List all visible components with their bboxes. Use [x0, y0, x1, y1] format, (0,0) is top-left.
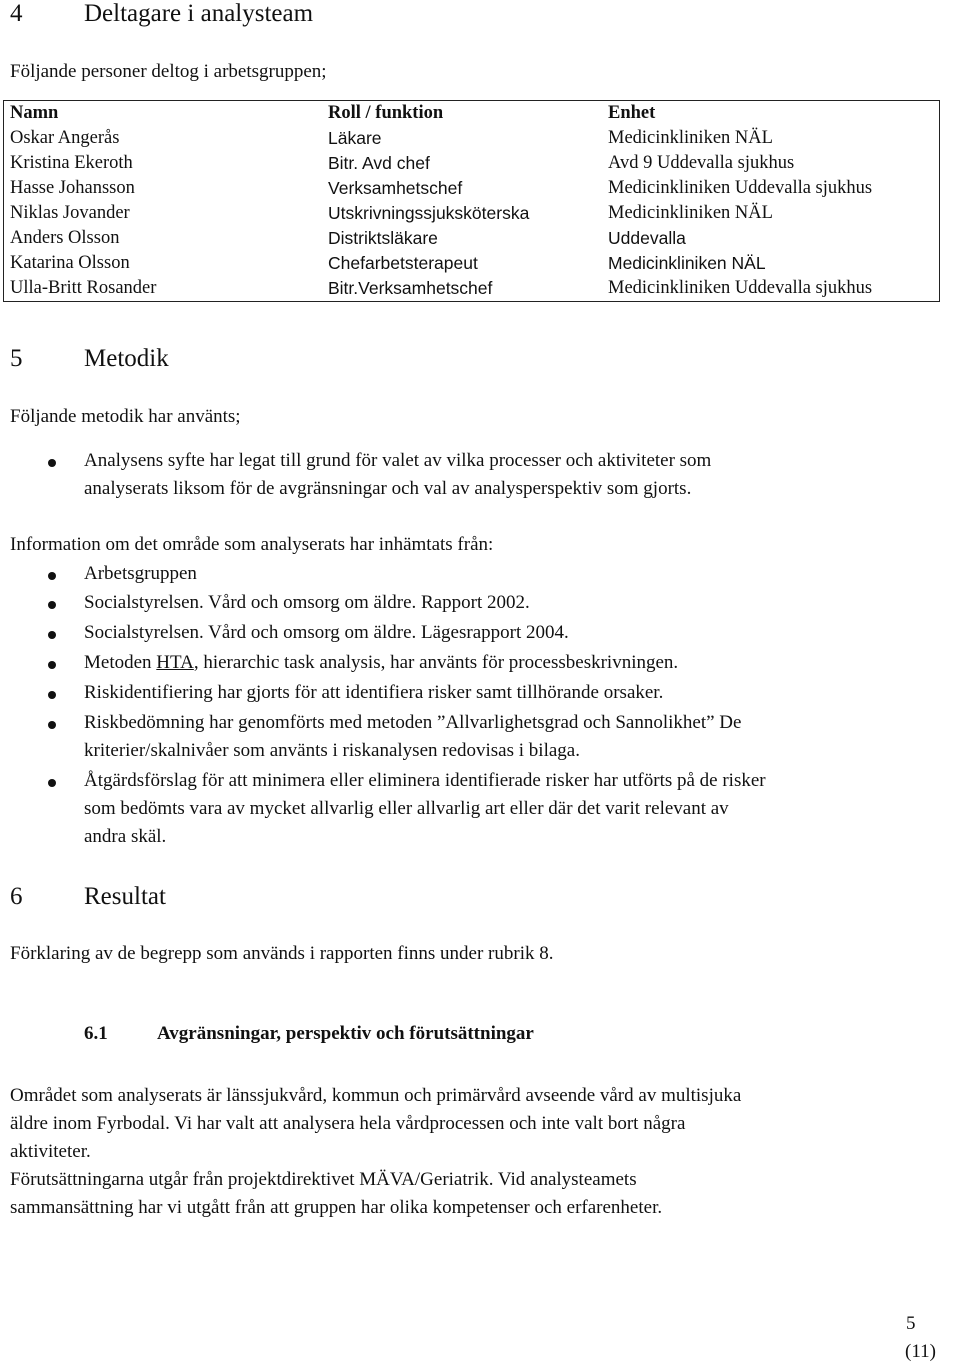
column-header-role: Roll / funktion	[328, 103, 444, 123]
subsection-title: Avgränsningar, perspektiv och förutsättningar	[157, 1023, 534, 1044]
cell-role: Bitr. Avd chef	[328, 153, 430, 173]
bullet-icon	[48, 459, 56, 467]
source-item: Arbetsgruppen	[84, 563, 197, 584]
column-header-name: Namn	[10, 103, 59, 123]
bullet-icon	[48, 721, 56, 729]
cell-role: Bitr.Verksamhetschef	[328, 278, 493, 298]
hta-prefix: Metoden	[84, 652, 157, 673]
paragraph-line-4: Förutsättningarna utgår från projektdirektivet MÄVA/Geriatrik. Vid analysteamets	[10, 1169, 637, 1190]
table-row	[4, 176, 940, 201]
risk-identification-line: Riskidentifiering har gjorts för att identifiera risker samt tillhörande orsaker.	[84, 682, 664, 703]
bullet-icon	[48, 779, 56, 787]
risk-evaluation-line-1: Riskbedömning har genomförts med metoden ”Allvarlighetsgrad och Sannolikhet” De	[84, 712, 742, 733]
hta-line	[84, 652, 678, 674]
table-row	[4, 226, 940, 251]
risk-evaluation-line-2: kriterier/skalnivåer som använts i riskanalysen redovisas i bilaga.	[84, 740, 580, 761]
section-4-intro: Följande personer deltog i arbetsgruppen;	[10, 61, 327, 82]
cell-role: Verksamhetschef	[328, 178, 463, 198]
section-6-title: Resultat	[84, 883, 166, 910]
source-item: Socialstyrelsen. Vård och omsorg om äldre. Rapport 2002.	[84, 592, 530, 613]
table-row	[4, 251, 940, 276]
section-4-title: Deltagare i analysteam	[84, 0, 314, 27]
section-4-number: 4	[10, 0, 23, 27]
cell-role: Läkare	[328, 128, 382, 148]
action-line-1: Åtgärdsförslag för att minimera eller eliminera identifierade risker har utförts på de risker	[84, 770, 766, 791]
cell-name: Kristina Ekeroth	[10, 153, 133, 173]
column-header-unit: Enhet	[608, 103, 656, 123]
source-item: Socialstyrelsen. Vård och omsorg om äldre. Lägesrapport 2004.	[84, 622, 569, 643]
table-row	[4, 126, 940, 151]
bullet-icon	[48, 572, 56, 580]
action-line-3: andra skäl.	[84, 826, 167, 847]
table-header-row	[4, 101, 940, 127]
method-bullet-1-line-2: analyserats liksom för de avgränsningar och val av analysperspektiv som gjorts.	[84, 478, 692, 499]
cell-unit: Avd 9 Uddevalla sjukhus	[608, 153, 795, 173]
bullet-icon	[48, 661, 56, 669]
cell-role: Distriktsläkare	[328, 228, 438, 248]
subsection-number: 6.1	[84, 1023, 108, 1044]
cell-role: Chefarbetsterapeut	[328, 253, 478, 273]
members-table	[3, 100, 940, 302]
section-6-intro: Förklaring av de begrepp som används i rapporten finns under rubrik 8.	[10, 943, 554, 964]
info-heading: Information om det område som analyserats har inhämtats från:	[10, 534, 494, 555]
bullet-icon	[48, 631, 56, 639]
section-5-title: Metodik	[84, 345, 169, 372]
table-row	[4, 201, 940, 226]
cell-unit: Medicinkliniken NÄL	[608, 253, 766, 273]
cell-name: Oskar Angerås	[10, 128, 120, 148]
section-5-intro: Följande metodik har använts;	[10, 406, 241, 427]
table-row	[4, 151, 940, 176]
cell-name: Anders Olsson	[10, 228, 120, 248]
hta-suffix: , hierarchic task analysis, har använts för processbeskrivningen.	[193, 652, 679, 673]
cell-unit: Medicinkliniken NÄL	[608, 203, 773, 223]
bullet-icon	[48, 601, 56, 609]
page-number: 5	[906, 1313, 916, 1334]
section-5-number: 5	[10, 345, 23, 372]
cell-unit: Medicinkliniken NÄL	[608, 128, 773, 148]
action-line-2: som bedömts vara av mycket allvarlig eller allvarlig art eller där det varit relevant av	[84, 798, 729, 819]
section-6-number: 6	[10, 883, 23, 910]
cell-name: Hasse Johansson	[10, 178, 135, 198]
cell-name: Niklas Jovander	[10, 203, 130, 223]
paragraph-line-2: äldre inom Fyrbodal. Vi har valt att analysera hela vårdprocessen och inte valt bort några	[10, 1113, 686, 1134]
paragraph-line-3: aktiviteter.	[10, 1141, 91, 1162]
cell-unit: Uddevalla	[608, 228, 686, 248]
page-total: (11)	[905, 1341, 936, 1362]
cell-role: Utskrivningssjuksköterska	[328, 203, 530, 223]
cell-name: Katarina Olsson	[10, 253, 130, 273]
bullet-icon	[48, 691, 56, 699]
method-bullet-1-line-1: Analysens syfte har legat till grund för valet av vilka processer och aktiviteter som	[84, 450, 712, 471]
table-row	[4, 276, 940, 302]
paragraph-line-5: sammansättning har vi utgått från att gruppen har olika kompetenser och erfarenheter.	[10, 1197, 663, 1218]
hta-link[interactable]: HTA	[156, 652, 194, 673]
cell-name: Ulla-Britt Rosander	[10, 278, 157, 298]
cell-unit: Medicinkliniken Uddevalla sjukhus	[608, 178, 873, 198]
cell-unit: Medicinkliniken Uddevalla sjukhus	[608, 278, 873, 298]
paragraph-line-1: Området som analyserats är länssjukvård, kommun och primärvård avseende vård av multisjuka	[10, 1085, 742, 1106]
